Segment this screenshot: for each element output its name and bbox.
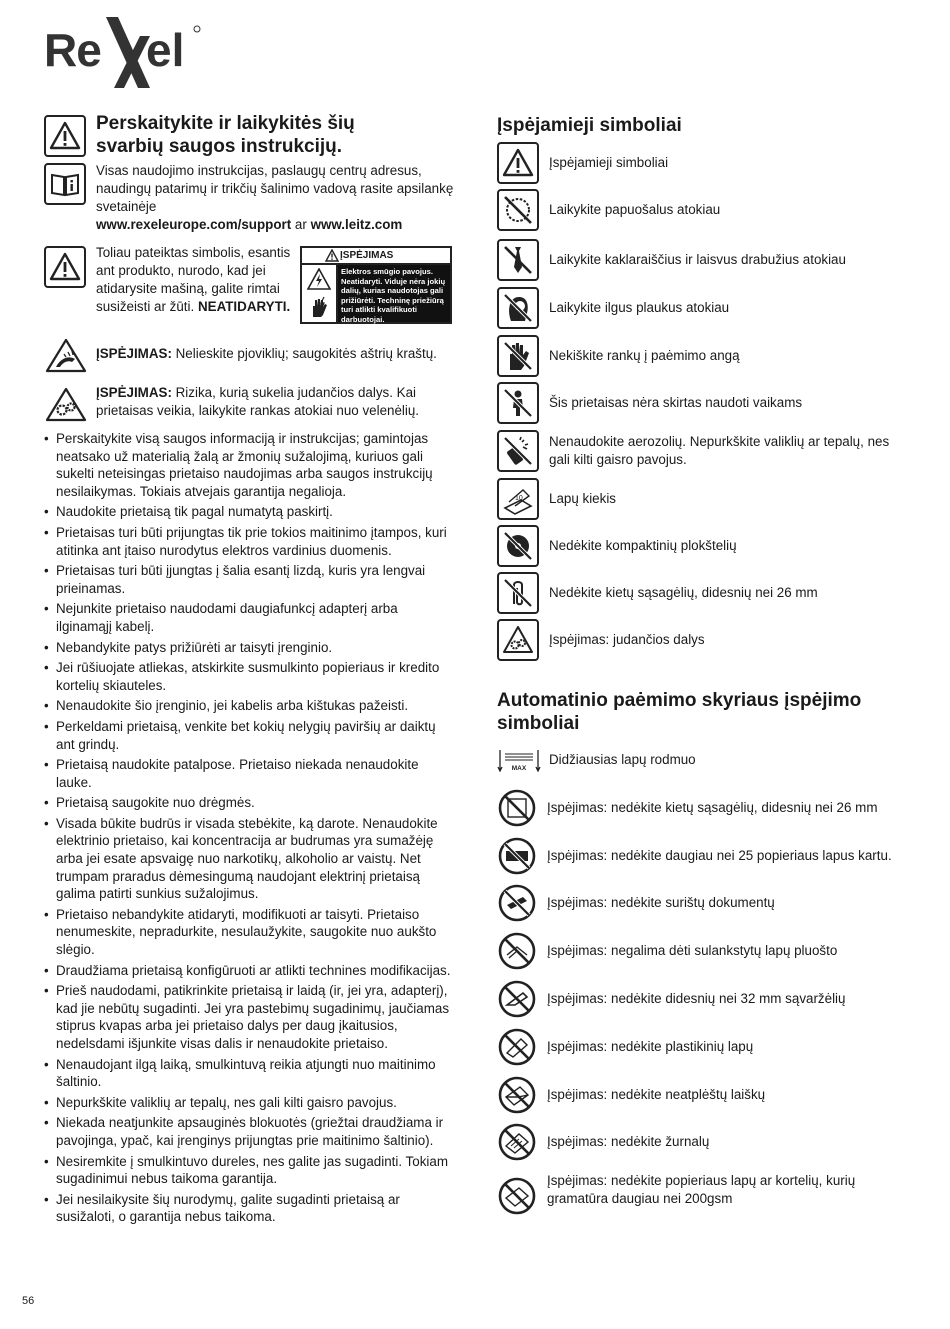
sheet-capacity-icon — [497, 478, 539, 520]
symbol-label: Didžiausias lapų rodmuo — [549, 752, 696, 767]
list-item: • Prietaisas turi būti įjungtas į šalia esantį lizdą, kuris yra lengvai prieinamas. — [44, 562, 454, 597]
list-item: • Prieš naudodami, patikrinkite prietaisą ir laidą (ir, jei yra, adapterį), kad jie nebūtų sugadinti. Jei yra pastebimų sugadinimų, jaučiamas stiprus kvapas arba jei prietaiso dalys per daug įkaitusios, nedelsdami išjunkite visas dalis ir nenaudokite prietaiso. — [44, 982, 454, 1052]
symbol-label: Įspėjimas: negalima dėti sulankstytų lapų pluošto — [547, 943, 838, 958]
symbol-row — [497, 748, 917, 772]
sharp-cutters-icon — [44, 337, 88, 375]
symbol-label: Nedėkite kompaktinių plokštelių — [549, 538, 737, 553]
symbol-row — [497, 619, 917, 661]
symbol-row — [497, 382, 917, 424]
symbol-label: Įspėjimas: nedėkite daugiau nei 25 popieriaus lapus kartu. — [547, 848, 892, 863]
svg-text:el: el — [146, 24, 185, 76]
list-item: • Naudokite prietaisą tik pagal numatytą paskirtį. — [44, 503, 454, 521]
symbol-row — [497, 836, 917, 876]
symbol-note — [96, 244, 296, 316]
intro-paragraph — [96, 162, 454, 234]
no-clips-icon — [497, 572, 539, 614]
warnbox-heading: ĮSPĖJIMAS — [340, 250, 394, 261]
list-item: • Perskaitykite visą saugos informaciją ir instrukcijas; gamintojas neatsako už materialią žalą ar žmonių sužalojimą, kuriuos gali sukelti neteisingas prietaiso naudojimas arba saugos instrukcijų nesilaikymas. Tokiais atvejais garantija negalioja. — [44, 430, 454, 500]
moving-rollers-icon — [44, 386, 88, 424]
warning-triangle-icon — [497, 142, 539, 184]
moving-parts-icon — [497, 619, 539, 661]
list-item: • Nenaudokite šio įrenginio, jei kabelis arba kištukas pažeisti. — [44, 697, 454, 715]
rexel-logo — [44, 12, 204, 92]
symbol-row — [497, 883, 917, 923]
support-link[interactable]: www.rexeleurope.com/support — [96, 217, 292, 232]
max-label: MAX — [511, 765, 527, 772]
max-stack-icon — [497, 748, 541, 772]
symbol-row — [497, 979, 917, 1019]
list-item: • Niekada neatjunkite apsauginės blokuotės (griežtai draudžiama ir pavojinga, ypač, kai įrenginys prijungtas prie maitinimo šaltinio). — [44, 1114, 454, 1149]
no-tie-icon — [497, 239, 539, 281]
symbol-label: Nekiškite rankų į paėmimo angą — [549, 348, 740, 363]
list-item: • Prietaiso nebandykite atidaryti, modifikuoti ar taisyti. Prietaiso nenumeskite, nepradurkite, nesulaužykite, saugokite nuo aukšto slėgio. — [44, 906, 454, 959]
warn1-label: ĮSPĖJIMAS: — [96, 346, 172, 361]
symbol-row — [497, 525, 917, 567]
list-item: • Perkeldami prietaisą, venkite bet kokių nelygių paviršių ar daiktų ant grindų. — [44, 718, 454, 753]
moving-parts-warning — [44, 382, 454, 424]
symbol-label: Įspėjimas: nedėkite plastikinių lapų — [547, 1039, 754, 1054]
symbol-label: Laikykite papuošalus atokiau — [549, 202, 721, 217]
no-large-clips-icon — [497, 979, 537, 1019]
electric-shock-icon — [307, 268, 331, 290]
symbol-row — [497, 287, 917, 329]
symbol-row — [497, 1075, 917, 1115]
svg-text:Re: Re — [44, 24, 101, 76]
symbol-label: Įspėjimas: nedėkite žurnalų — [547, 1134, 710, 1149]
no-cd-icon — [497, 525, 539, 567]
symbol-row — [497, 335, 917, 377]
no-aerosol-icon — [497, 430, 539, 472]
symbol-label: Nedėkite kietų sąsagėlių, didesnių nei 26 mm — [549, 585, 818, 600]
symbol-label: Laikykite kaklaraiščius ir laisvus drabužius atokiau — [549, 252, 846, 267]
intro-text: Visas naudojimo instrukcijas, paslaugų centrų adresus, naudingų patarimų ir trikčių šalinimo vadovą rasite apsilankę svetainėje — [96, 163, 454, 214]
symbols-title: Įspėjamieji simboliai — [497, 115, 682, 136]
symbol-label: Įspėjamieji simboliai — [549, 155, 669, 170]
no-folded-icon — [497, 931, 537, 971]
list-item: • Prietaisas turi būti prijungtas tik prie tokios maitinimo įtampos, kuri atitinka ant įtaiso nurodytus elektros vardinius duomenis. — [44, 524, 454, 559]
symbol-label: Įspėjimas: nedėkite popieriaus lapų ar kortelių, kurių gramatūra daugiau nei 200gsm — [547, 1173, 856, 1206]
warn1-text: Nelieskite pjoviklių; saugokitės aštrių kraštų. — [171, 346, 437, 361]
symbol-note-text: Toliau pateiktas simbolis, esantis ant produkto, nurodo, kad jei atidarysite mašiną, galite rimtai susižeisti ar žūti. — [96, 245, 291, 314]
no-hand-access-icon — [307, 295, 331, 319]
no-over-25-icon — [497, 836, 537, 876]
symbol-label: Laikykite ilgus plaukus atokiau — [549, 300, 730, 315]
symbol-label: Įspėjimas: judančios dalys — [549, 632, 705, 647]
list-item: • Nenaudojant ilgą laiką, smulkintuvą reikia atjungti nuo maitinimo šaltinio. — [44, 1056, 454, 1091]
symbol-row — [497, 1122, 917, 1162]
list-item: • Nepurkškite valiklių ar tepalų, nes gali kilti gaisro pavojus. — [44, 1094, 454, 1112]
no-plastic-icon — [497, 1027, 537, 1067]
symbol-label: Šis prietaisas nėra skirtas naudoti vaikams — [549, 395, 803, 410]
symbol-row — [497, 1027, 917, 1067]
page-number: 56 — [22, 1295, 35, 1307]
no-jewellery-icon — [497, 189, 539, 231]
symbol-row — [497, 430, 917, 472]
no-magazines-icon — [497, 1122, 537, 1162]
list-item: • Nebandykite patys prižiūrėti ar taisyti įrenginio. — [44, 639, 454, 657]
symbol-row — [497, 572, 917, 614]
no-envelopes-icon — [497, 1075, 537, 1115]
list-item: • Nesiremkite į smulkintuvo dureles, nes galite jas sugadinti. Tokiam sugadinimui nebus taikoma garantija. — [44, 1153, 454, 1188]
cutter-warning — [44, 337, 454, 375]
page-title: Perskaitykite ir laikykitės šių svarbių saugos instrukcijų. — [96, 113, 355, 157]
warning-triangle-icon — [44, 115, 86, 157]
symbol-row — [497, 931, 917, 971]
symbol-row — [497, 142, 917, 184]
list-item: • Nejunkite prietaiso naudodami daugiafunkcį adapterį arba ilginamąjį kabelį. — [44, 600, 454, 635]
no-long-hair-icon — [497, 287, 539, 329]
leitz-link[interactable]: www.leitz.com — [310, 217, 403, 232]
no-children-icon — [497, 382, 539, 424]
symbol-label: Lapų kiekis — [549, 491, 616, 506]
warnbox-body: Elektros smūgio pavojus. Neatidaryti. Viduje nėra jokių dalių, kurias naudotojas gali prižiūrėti. Techninę priežiūrą turi atlikti kvalifikuoti darbuotojai. — [338, 265, 450, 322]
symbol-label: Įspėjimas: nedėkite surištų dokumentų — [547, 895, 775, 910]
list-item: • Jei nesilaikysite šių nurodymų, galite sugadinti prietaisą ar susižaloti, o garantija nebus taikoma. — [44, 1191, 454, 1226]
shock-warning-label — [300, 246, 452, 324]
symbol-label: Nenaudokite aerozolių. Nepurkškite valiklių ar tepalų, nes gali kilti gaisro pavojus. — [549, 434, 890, 467]
symbol-row — [497, 478, 917, 520]
auto-feed-title: Automatinio paėmimo skyriaus įspėjimo simboliai — [497, 690, 862, 734]
link-separator: ar — [291, 217, 311, 232]
list-item: • Prietaisą naudokite patalpose. Prietaiso niekada nenaudokite lauke. — [44, 756, 454, 791]
warn2-label: ĮSPĖJIMAS: — [96, 385, 172, 400]
list-item: • Visada būkite budrūs ir visada stebėkite, ką darote. Nenaudokite elektrinio prietaiso, kai koncentracija ar budrumas yra sumažėję arba jei esate apsvaigę nuo narkotikų, alkoholio ar vaistų. Net trumpam praradus dėmesingumą naudojant elektrinį prietaisą galima patirti sunkius sužalojimus. — [44, 815, 454, 903]
read-manual-icon — [44, 163, 86, 205]
symbol-label: Įspėjimas: nedėkite didesnių nei 32 mm sąvaržėlių — [547, 991, 846, 1006]
symbol-row — [497, 189, 917, 231]
symbol-row — [497, 1172, 917, 1216]
svg-text:10: 10 — [515, 495, 523, 502]
warning-symbols-column — [497, 112, 917, 1206]
warn2-text: Rizika, kurią sukelia judančios dalys. Kai prietaisas veikia, laikykite rankas atokiai nuo velenėlių. — [96, 385, 420, 418]
symbol-row — [497, 788, 917, 828]
list-item: • Draudžiama prietaisą konfigūruoti ar atlikti technines modifikacijas. — [44, 962, 454, 980]
no-bound-docs-icon — [497, 883, 537, 923]
symbol-label: Įspėjimas: nedėkite neatplėštų laiškų — [547, 1087, 766, 1102]
symbol-label: Įspėjimas: nedėkite kietų sąsagėlių, didesnių nei 26 mm — [547, 800, 878, 815]
list-item: • Prietaisą saugokite nuo drėgmės. — [44, 794, 454, 812]
warning-triangle-icon — [44, 246, 86, 288]
list-item: • Jei rūšiuojate atliekas, atskirkite susmulkinto popieriaus ir kredito kortelių skiauteles. — [44, 659, 454, 694]
no-hard-clips-icon — [497, 788, 537, 828]
symbol-note-emphasis: NEATIDARYTI. — [197, 299, 291, 314]
symbol-row — [497, 239, 917, 281]
safety-bullet-list — [44, 430, 454, 1229]
no-hands-icon — [497, 335, 539, 377]
no-heavy-paper-icon — [497, 1176, 537, 1216]
